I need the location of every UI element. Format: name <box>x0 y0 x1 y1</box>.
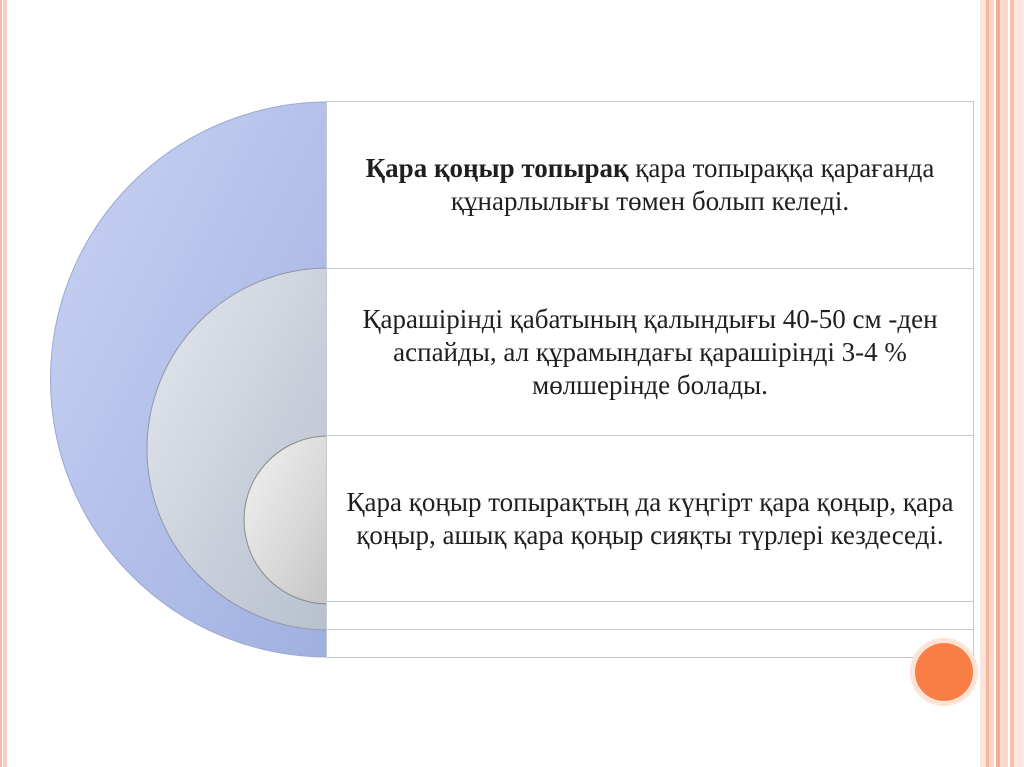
list-item-2-body: Қарашірінді қабатының қалындығы 40-50 см -ден аспайды, ал құрамындағы қарашірінді 3-4 % мөлшерінде болады. <box>362 303 938 400</box>
list-item-1-bold-lead: Қара қоңыр топырақ <box>365 153 629 183</box>
list-item-1-text <box>345 152 955 218</box>
list-item-1 <box>326 101 974 269</box>
list-item-2 <box>326 268 974 436</box>
list-item-1-body: қара топыраққа қарағанда құнарлылығы төмен болып келеді. <box>450 153 935 216</box>
orange-dot-decoration <box>915 643 973 701</box>
empty-strip-1 <box>326 601 974 630</box>
empty-strip-2 <box>326 629 974 658</box>
list-item-3-body: Қара қоңыр топырақтың да күңгірт қара қоңыр, қара қоңыр, ашық қара қоңыр сияқты түрлері кездеседі. <box>346 486 954 550</box>
list-item-3 <box>326 435 974 602</box>
